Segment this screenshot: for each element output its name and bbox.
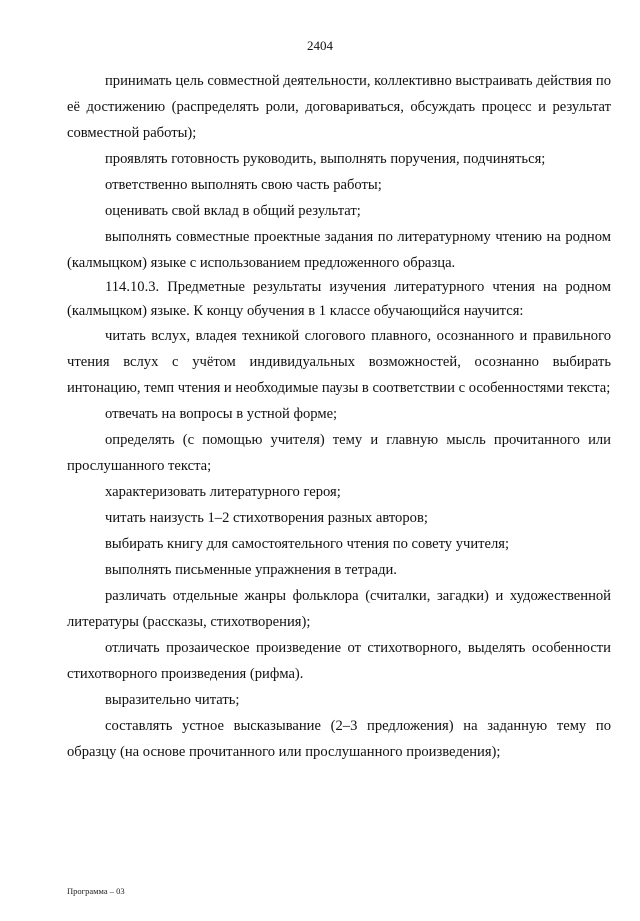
paragraph-readiness: проявлять готовность руководить, выполнять поручения, подчиняться; (105, 151, 546, 167)
paragraph-read-aloud: читать вслух, владея техникой слогового плавного, осознанного и правильного чтения вслух с учётом индивидуальных возможностей, осознанно выбирать интонацию, темп чтения и необходимые паузы в соответствии с особенностями текста; (67, 328, 611, 396)
paragraph-recite-poems: читать наизусть 1–2 стихотворения разных авторов; (105, 510, 428, 526)
page-footer: Программа – 03 (67, 886, 125, 896)
paragraph-written-exercises: выполнять письменные упражнения в тетради. (105, 562, 397, 578)
document-body (67, 68, 611, 765)
paragraph-characterize-hero: характеризовать литературного героя; (105, 484, 341, 500)
paragraph-distinguish-genres: различать отдельные жанры фольклора (считалки, загадки) и художественной литературы (рассказы, стихотворения); (67, 588, 611, 630)
paragraph-prose-vs-poetry: отличать прозаическое произведение от стихотворного, выделять особенности стихотворного произведения (рифма). (67, 640, 611, 682)
paragraph-determine-theme: определять (с помощью учителя) тему и главную мысль прочитанного или прослушанного текста; (67, 432, 611, 474)
paragraph-answer-questions: отвечать на вопросы в устной форме; (105, 406, 338, 422)
paragraph-responsibility: ответственно выполнять свою часть работы; (105, 177, 382, 193)
paragraph-joint-activity: принимать цель совместной деятельности, коллективно выстраивать действия по её достижению (распределять роли, договариваться, обсуждать процесс и результат совместной работы); (67, 73, 611, 141)
page-number: 2404 (307, 38, 333, 53)
paragraph-oral-statement: составлять устное высказывание (2–3 предложения) на заданную тему по образцу (на основе прочитанного или прослушанного произведения); (67, 718, 611, 760)
paragraph-choose-book: выбирать книгу для самостоятельного чтения по совету учителя; (105, 536, 510, 552)
paragraph-project-tasks: выполнять совместные проектные задания по литературному чтению на родном (калмыцком) языке с использованием предложенного образца. (67, 229, 611, 271)
paragraph-expressive-reading: выразительно читать; (105, 692, 240, 708)
paragraph-section-heading: 114.10.3. Предметные результаты изучения литературного чтения на родном (калмыцком) языке. К концу обучения в 1 классе обучающийся научится: (67, 279, 611, 319)
paragraph-contribution: оценивать свой вклад в общий результат; (105, 203, 361, 219)
